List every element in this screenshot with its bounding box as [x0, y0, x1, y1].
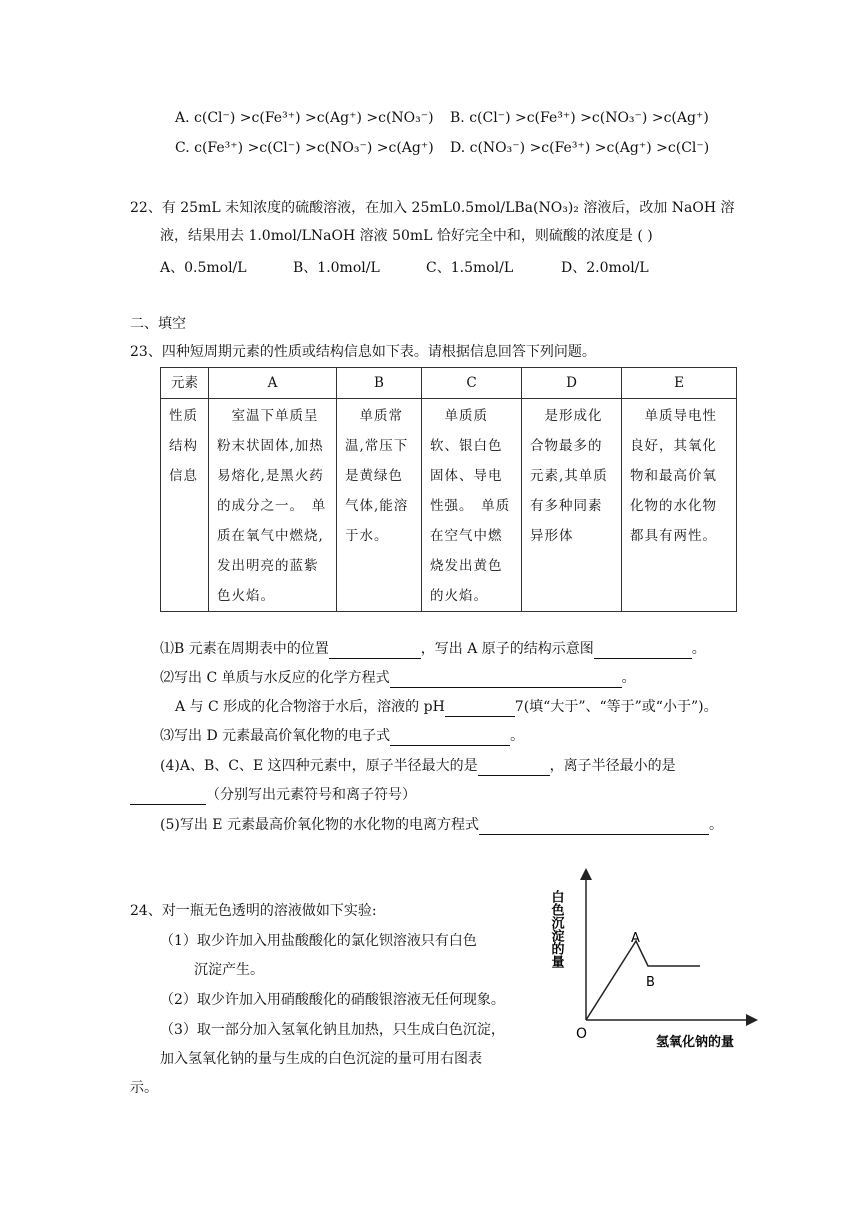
q23-part-2-blank-b[interactable]	[445, 700, 515, 717]
q23-part-4-blank-a[interactable]	[478, 759, 550, 776]
table-header-label: 元素	[161, 368, 209, 399]
table-cell-b: 单质常温,常压下是黄绿色气体,能溶于水。	[337, 399, 422, 612]
table-col-b: B	[337, 368, 422, 399]
q22-option-b: B、1.0mol/L	[293, 260, 380, 276]
q23-part-3-text-b: 。	[510, 728, 525, 744]
x-axis-label: 氢氧化钠的量	[656, 1035, 735, 1050]
table-col-c: C	[422, 368, 522, 399]
q23-part-2-ph	[175, 697, 718, 717]
q23-part-5	[160, 815, 723, 835]
q22-option-d: D、2.0mol/L	[561, 260, 649, 276]
q24-step-3-cont: 加入氢氧化钠的量与生成的白色沉淀的量可用右图表	[160, 1051, 482, 1067]
q21-option-c: C. c(Fe³⁺) >c(Cl⁻) >c(NO₃⁻) >c(Ag⁺)	[175, 140, 434, 156]
q23-part-2-text-b: 。	[621, 670, 636, 686]
q22-line-1: 22、有 25mL 未知浓度的硫酸溶液，在加入 25mL0.5mol/LBa(NO₃)₂ 溶液后，改加 NaOH 溶	[130, 200, 735, 216]
table-header-row	[161, 368, 737, 399]
q23-part-4	[160, 756, 676, 776]
y-axis-label: 白色沉淀的量	[548, 890, 564, 968]
q24-step-3: （3）取一部分加入氢氧化钠且加热，只生成白色沉淀，	[160, 1022, 505, 1038]
q21-option-b: B. c(Cl⁻) >c(Fe³⁺) >c(NO₃⁻) >c(Ag⁺)	[450, 110, 709, 126]
point-a-label: A	[631, 931, 640, 946]
table-col-a: A	[209, 368, 337, 399]
q23-part-1-blank-b[interactable]	[594, 642, 692, 659]
q23-part-2-text-a: ⑵写出 C 单质与水反应的化学方程式	[160, 670, 390, 686]
q23-part-5-text-a: (5)写出 E 元素最高价氧化物的水化物的电离方程式	[160, 817, 479, 833]
q23-part-4-cont	[130, 785, 416, 805]
precipitate-curve	[586, 941, 700, 1020]
q23-part-1-text-b: ，写出 A 原子的结构示意图	[420, 641, 594, 657]
point-b-label: B	[646, 975, 655, 990]
q23-part-5-text-b: 。	[708, 817, 723, 833]
q24-step-1-cont: 沉淀产生。	[194, 962, 264, 978]
origin-label: O	[576, 1026, 588, 1042]
q22-line-2: 液，结果用去 1.0mol/LNaOH 溶液 50mL 恰好完全中和，则硫酸的浓度是 ( )	[160, 228, 653, 244]
q23-part-1-text-c: 。	[691, 641, 706, 657]
q21-option-a: A. c(Cl⁻) >c(Fe³⁺) >c(Ag⁺) >c(NO₃⁻)	[175, 110, 434, 126]
q23-part-1-text-a: ⑴B 元素在周期表中的位置	[160, 641, 329, 657]
q22-option-c: C、1.5mol/L	[426, 260, 514, 276]
q23-part-2	[160, 668, 636, 688]
q23-part-3	[160, 726, 524, 746]
q23-part-4-text-b: ，离子半径最小的是	[549, 758, 676, 774]
q23-part-4-text-c: （分别写出元素符号和离子符号）	[206, 787, 416, 803]
q23-part-5-blank[interactable]	[479, 818, 709, 835]
q21-option-d: D. c(NO₃⁻) >c(Fe³⁺) >c(Ag⁺) >c(Cl⁻)	[450, 140, 710, 156]
q23-part-2-text-d: 7(填“大于”、“等于”或“小于”)。	[514, 699, 718, 715]
table-row-label: 性质结构信息	[161, 399, 209, 612]
q23-part-3-blank[interactable]	[390, 729, 510, 746]
precipitate-graph	[540, 868, 760, 1058]
q22-option-a: A、0.5mol/L	[160, 260, 247, 276]
q24-step-1: （1）取少许加入用盐酸酸化的氯化钡溶液只有白色	[160, 933, 477, 949]
table-cell-e: 单质导电性良好，其氧化物和最高价氧化物的水化物都具有两性。	[622, 399, 737, 612]
element-info-table	[160, 367, 737, 612]
table-cell-c: 单质质软、银白色固体、导电性强。 单质在空气中燃烧发出黄色的火焰。	[422, 399, 522, 612]
table-cell-d: 是形成化合物最多的元素,其单质有多种同素异形体	[522, 399, 622, 612]
q23-part-1	[160, 639, 706, 659]
q24-step-2: （2）取少许加入用硝酸酸化的硝酸银溶液无任何现象。	[160, 992, 505, 1008]
q23-part-2-text-c: A 与 C 形成的化合物溶于水后，溶液的 pH	[175, 699, 445, 715]
table-col-d: D	[522, 368, 622, 399]
table-row	[161, 399, 737, 612]
table-cell-a: 室温下单质呈粉末状固体,加热易熔化,是黑火药的成分之一。 单质在氧气中燃烧,发出明亮的蓝紫色火焰。	[209, 399, 337, 612]
table-col-e: E	[622, 368, 737, 399]
q24-stem: 24、对一瓶无色透明的溶液做如下实验:	[130, 903, 377, 919]
q24-step-3-end: 示。	[130, 1080, 158, 1096]
q23-stem: 23、四种短周期元素的性质或结构信息如下表。请根据信息回答下列问题。	[130, 344, 596, 360]
q23-part-4-text-a: (4)A、B、C、E 这四种元素中，原子半径最大的是	[160, 758, 478, 774]
q23-part-2-blank-a[interactable]	[390, 671, 622, 688]
q23-part-4-blank-b[interactable]	[130, 788, 206, 805]
q23-part-3-text-a: ⑶写出 D 元素最高价氧化物的电子式	[160, 728, 391, 744]
section-title: 二、填空	[130, 316, 186, 332]
q23-part-1-blank-a[interactable]	[329, 642, 421, 659]
